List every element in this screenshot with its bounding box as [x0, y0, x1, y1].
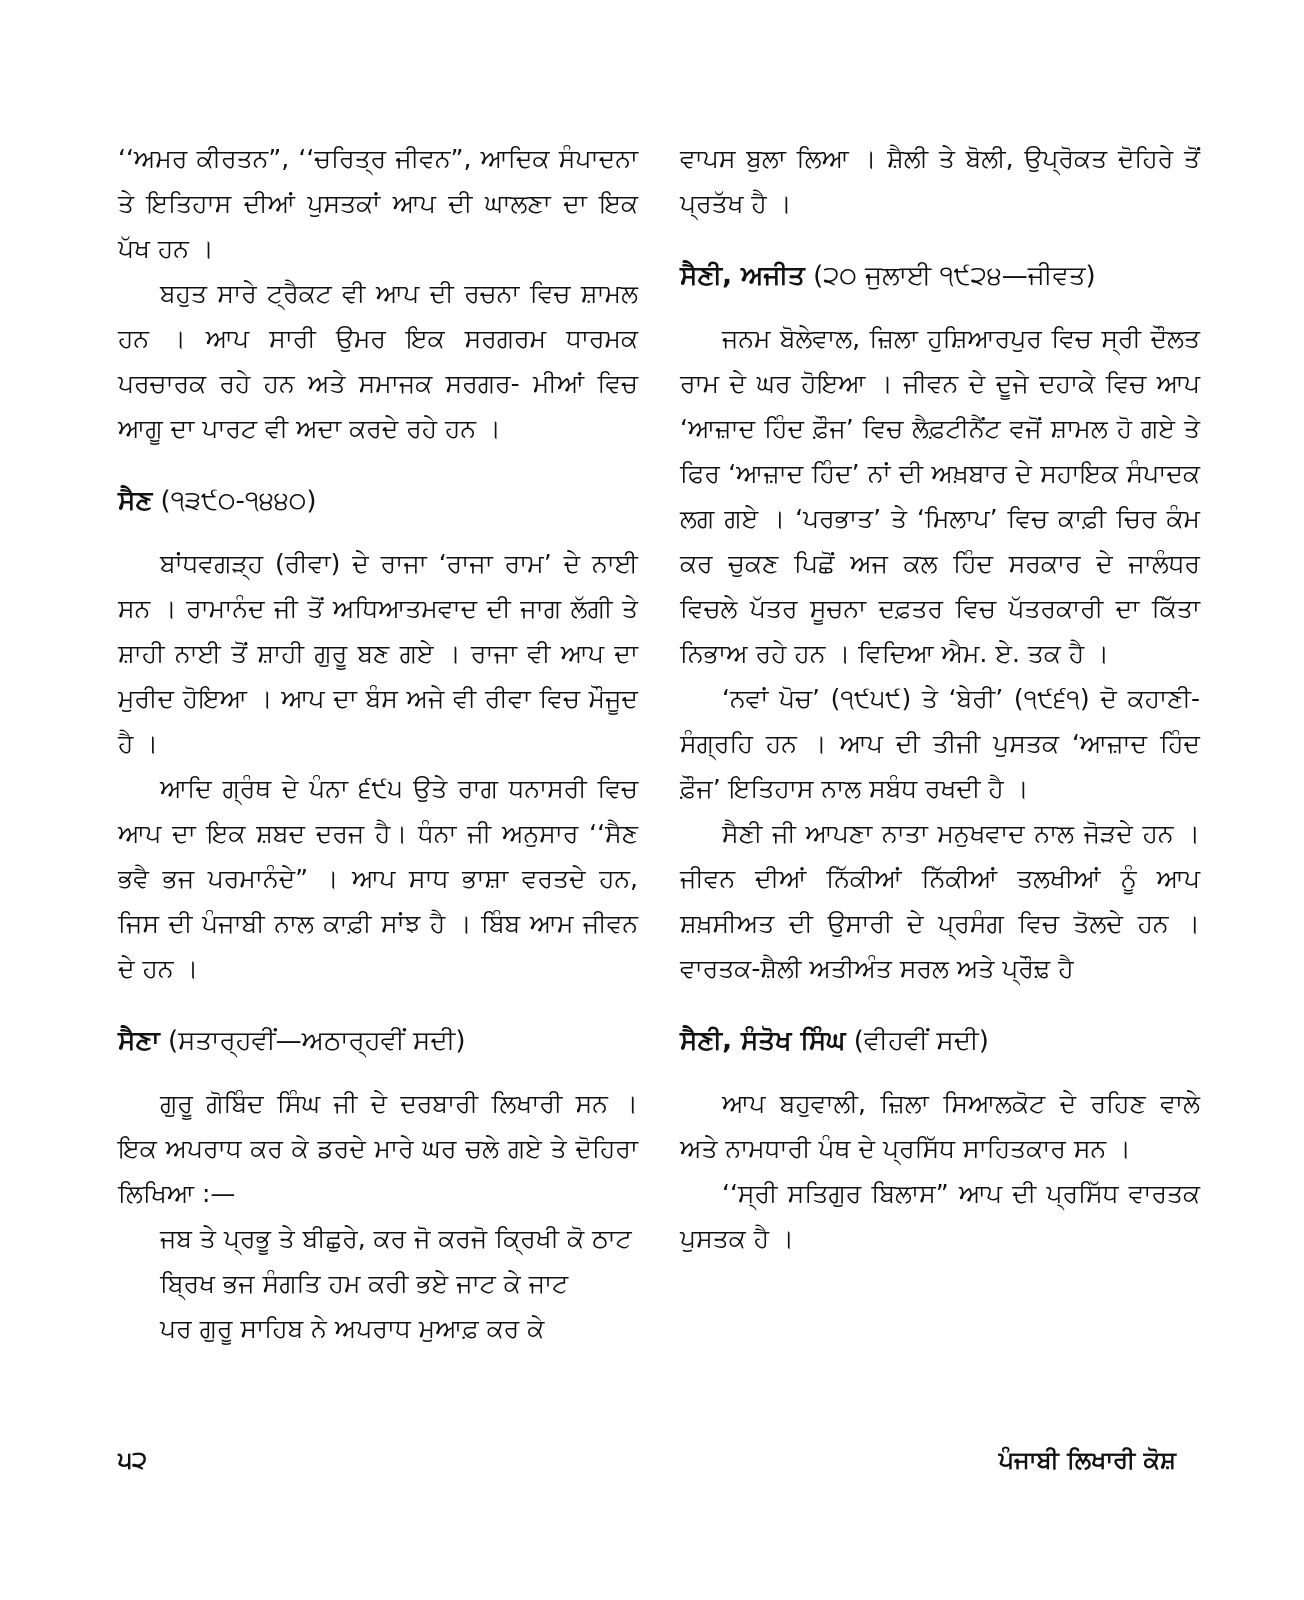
- right-column: [680, 136, 1200, 1261]
- book-title: ਪੰਜਾਬੀ ਲਿਖਾਰੀ ਕੋਸ਼: [998, 1446, 1176, 1474]
- entry-dates-sain: (੧੩੯੦-੧੪੪੦): [160, 486, 317, 516]
- ajit-paragraph-1: ਜਨਮ ਬੋਲੇਵਾਲ, ਜ਼ਿਲਾ ਹੁਸ਼ਿਆਰਪੁਰ ਵਿਚ ਸ੍ਰੀ ਦੌਲਤ ਰਾਮ ਦੇ ਘਰ ਹੋਇਆ । ਜੀਵਨ ਦੇ ਦੂਜੇ ਦਹਾਕੇ ਵਿਚ ਆਪ ‘ਆਜ਼ਾਦ ਹਿੰਦ ਫ਼ੌਜ’ ਵਿਚ ਲੈਫ਼ਟੀਨੈਂਟ ਵਜੋਂ ਸ਼ਾਮਲ ਹੋ ਗਏ ਤੇ ਫਿਰ ‘ਆਜ਼ਾਦ ਹਿੰਦ’ ਨਾਂ ਦੀ ਅਖ਼ਬਾਰ ਦੇ ਸਹਾਇਕ ਸੰਪਾਦਕ ਲਗ ਗਏ । ‘ਪਰਭਾਤ’ ਤੇ ‘ਮਿਲਾਪ’ ਵਿਚ ਕਾਫ਼ੀ ਚਿਰ ਕੰਮ ਕਰ ਚੁਕਣ ਪਿਛੋਂ ਅਜ ਕਲ ਹਿੰਦ ਸਰਕਾਰ ਦੇ ਜਾਲੰਧਰ ਵਿਚਲੇ ਪੱਤਰ ਸੂਚਨਾ ਦਫ਼ਤਰ ਵਿਚ ਪੱਤਰਕਾਰੀ ਦਾ ਕਿੱਤਾ ਨਿਭਾਅ ਰਹੇ ਹਨ । ਵਿਦਿਆ ਐਮ. ਏ. ਤਕ ਹੈ ।: [680, 324, 1200, 668]
- entry-name-ajit: ਸੈਣੀ, ਅਜੀਤ: [680, 261, 805, 291]
- verse-line: ਪਰ ਗੁਰੂ ਸਾਹਿਬ ਨੇ ਅਪਰਾਧ ਮੁਆਫ਼ ਕਰ ਕੇ: [160, 1314, 545, 1343]
- left-column: [118, 136, 638, 1351]
- sain-paragraph-1: ਬਾਂਧਵਗੜ੍ਹ (ਰੀਵਾ) ਦੇ ਰਾਜਾ ‘ਰਾਜਾ ਰਾਮ’ ਦੇ ਨਾਈ ਸਨ । ਰਾਮਾਨੰਦ ਜੀ ਤੋਂ ਅਧਿਆਤਮਵਾਦ ਦੀ ਜਾਗ ਲੱਗੀ ਤੇ ਸ਼ਾਹੀ ਨਾਈ ਤੋਂ ਸ਼ਾਹੀ ਗੁਰੂ ਬਣ ਗਏ । ਰਾਜਾ ਵੀ ਆਪ ਦਾ ਮੁਰੀਦ ਹੋਇਆ । ਆਪ ਦਾ ਬੰਸ ਅਜੇ ਵੀ ਰੀਵਾ ਵਿਚ ਮੌਜੂਦ ਹੈ ।: [118, 549, 638, 758]
- entry-name-sain: ਸੈਣ: [118, 486, 153, 516]
- verse-block: [118, 1216, 638, 1351]
- verse-line: ਬ੍ਰਿਖ ਭਜ ਸੰਗਤਿ ਹਮ ਕਰੀ ਭਏ ਜਾਟ ਕੇ ਜਾਟ: [160, 1269, 569, 1298]
- intro-paragraph-1: ‘‘ਅਮਰ ਕੀਰਤਨ”, ‘‘ਚਰਿਤ੍ਰ ਜੀਵਨ”, ਆਦਿਕ ਸੰਪਾਦਨਾ ਤੇ ਇਤਿਹਾਸ ਦੀਆਂ ਪੁਸਤਕਾਂ ਆਪ ਦੀ ਘਾਲਣਾ ਦਾ ਇਕ ਪੱਖ ਹਨ ।: [118, 144, 638, 263]
- entry-heading-saina: [118, 1019, 638, 1063]
- entry-heading-santokh: [680, 1019, 1200, 1063]
- entry-name-santokh: ਸੈਣੀ, ਸੰਤੋਖ ਸਿੰਘ: [680, 1026, 846, 1056]
- entry-dates-santokh: (ਵੀਹਵੀਂ ਸਦੀ): [853, 1026, 989, 1056]
- entry-dates-saina: (ਸਤਾਰ੍ਹਵੀਂ—ਅਠਾਰ੍ਹਵੀਂ ਸਦੀ): [167, 1026, 466, 1056]
- ajit-paragraph-3: ਸੈਣੀ ਜੀ ਆਪਣਾ ਨਾਤਾ ਮਨੁਖਵਾਦ ਨਾਲ ਜੋੜਦੇ ਹਨ । ਜੀਵਨ ਦੀਆਂ ਨਿੱਕੀਆਂ ਨਿੱਕੀਆਂ ਤਲਖੀਆਂ ਨੂੰ ਆਪ ਸ਼ਖ਼ਸੀਅਤ ਦੀ ਉਸਾਰੀ ਦੇ ਪ੍ਰਸੰਗ ਵਿਚ ਤੋਲਦੇ ਹਨ । ਵਾਰਤਕ-ਸ਼ੈਲੀ ਅਤੀਅੰਤ ਸਰਲ ਅਤੇ ਪ੍ਰੌਢ਼ ਹੈ: [680, 819, 1200, 983]
- verse-line: ਜਬ ਤੇ ਪ੍ਰਭੂ ਤੇ ਬੀਛੁਰੇ, ਕਰ ਜੋ ਕਰਜੋ ਕ੍ਰਿਖੀ ਕੋ ਠਾਟ: [160, 1224, 632, 1253]
- sain-paragraph-2: ਆਦਿ ਗ੍ਰੰਥ ਦੇ ਪੰਨਾ ੬੯੫ ਉਤੇ ਰਾਗ ਧਨਾਸਰੀ ਵਿਚ ਆਪ ਦਾ ਇਕ ਸ਼ਬਦ ਦਰਜ ਹੈ। ਧੰਨਾ ਜੀ ਅਨੁਸਾਰ ‘‘ਸੈਣ ਭਵੈ ਭਜ ਪਰਮਾਨੰਦੇ” । ਆਪ ਸਾਧ ਭਾਸ਼ਾ ਵਰਤਦੇ ਹਨ, ਜਿਸ ਦੀ ਪੰਜਾਬੀ ਨਾਲ ਕਾਫ਼ੀ ਸਾਂਝ ਹੈ । ਬਿੰਬ ਆਮ ਜੀਵਨ ਦੇ ਹਨ ।: [118, 774, 638, 983]
- page-number: ੫੨: [118, 1446, 148, 1474]
- entry-dates-ajit: (੨੦ ਜੁਲਾਈ ੧੯੨੪—ਜੀਵਤ): [813, 261, 1096, 291]
- intro-paragraph-2: ਬਹੁਤ ਸਾਰੇ ਟ੍ਰੈਕਟ ਵੀ ਆਪ ਦੀ ਰਚਨਾ ਵਿਚ ਸ਼ਾਮਲ ਹਨ । ਆਪ ਸਾਰੀ ਉਮਰ ਇਕ ਸਰਗਰਮ ਧਾਰਮਕ ਪਰਚਾਰਕ ਰਹੇ ਹਨ ਅਤੇ ਸਮਾਜਕ ਸਰਗਰ- ਮੀਆਂ ਵਿਚ ਆਗੂ ਦਾ ਪਾਰਟ ਵੀ ਅਦਾ ਕਰਦੇ ਰਹੇ ਹਨ ।: [118, 279, 638, 443]
- santokh-paragraph-2: ‘‘ਸ੍ਰੀ ਸਤਿਗੁਰ ਬਿਲਾਸ” ਆਪ ਦੀ ਪ੍ਰਸਿੱਧ ਵਾਰਤਕ ਪੁਸਤਕ ਹੈ ।: [680, 1179, 1200, 1253]
- ajit-paragraph-2: ‘ਨਵਾਂ ਪੋਚ’ (੧੯੫੯) ਤੇ ‘ਬੇਰੀ’ (੧੯੬੧) ਦੋ ਕਹਾਣੀ-ਸੰਗ੍ਰਹਿ ਹਨ । ਆਪ ਦੀ ਤੀਜੀ ਪੁਸਤਕ ‘ਆਜ਼ਾਦ ਹਿੰਦ ਫ਼ੌਜ’ ਇਤਿਹਾਸ ਨਾਲ ਸਬੰਧ ਰਖਦੀ ਹੈ ।: [680, 684, 1200, 803]
- entry-heading-sain: [118, 479, 638, 523]
- entry-name-saina: ਸੈਣਾ: [118, 1026, 160, 1056]
- entry-heading-ajit: [680, 254, 1200, 298]
- continuation-paragraph: ਵਾਪਸ ਬੁਲਾ ਲਿਆ । ਸ਼ੈਲੀ ਤੇ ਬੋਲੀ, ਉਪ੍ਰੋਕਤ ਦੋਹਿਰੇ ਤੋਂ ਪ੍ਰਤੱਖ ਹੈ ।: [680, 144, 1200, 218]
- santokh-paragraph-1: ਆਪ ਬਹੁਵਾਲੀ, ਜ਼ਿਲਾ ਸਿਆਲਕੋਟ ਦੇ ਰਹਿਣ ਵਾਲੇ ਅਤੇ ਨਾਮਧਾਰੀ ਪੰਥ ਦੇ ਪ੍ਰਸਿੱਧ ਸਾਹਿਤਕਾਰ ਸਨ ।: [680, 1089, 1200, 1163]
- saina-paragraph-1: ਗੁਰੂ ਗੋਬਿੰਦ ਸਿੰਘ ਜੀ ਦੇ ਦਰਬਾਰੀ ਲਿਖਾਰੀ ਸਨ । ਇਕ ਅਪਰਾਧ ਕਰ ਕੇ ਡਰਦੇ ਮਾਰੇ ਘਰ ਚਲੇ ਗਏ ਤੇ ਦੋਹਿਰਾ ਲਿਖਿਆ :—: [118, 1089, 638, 1208]
